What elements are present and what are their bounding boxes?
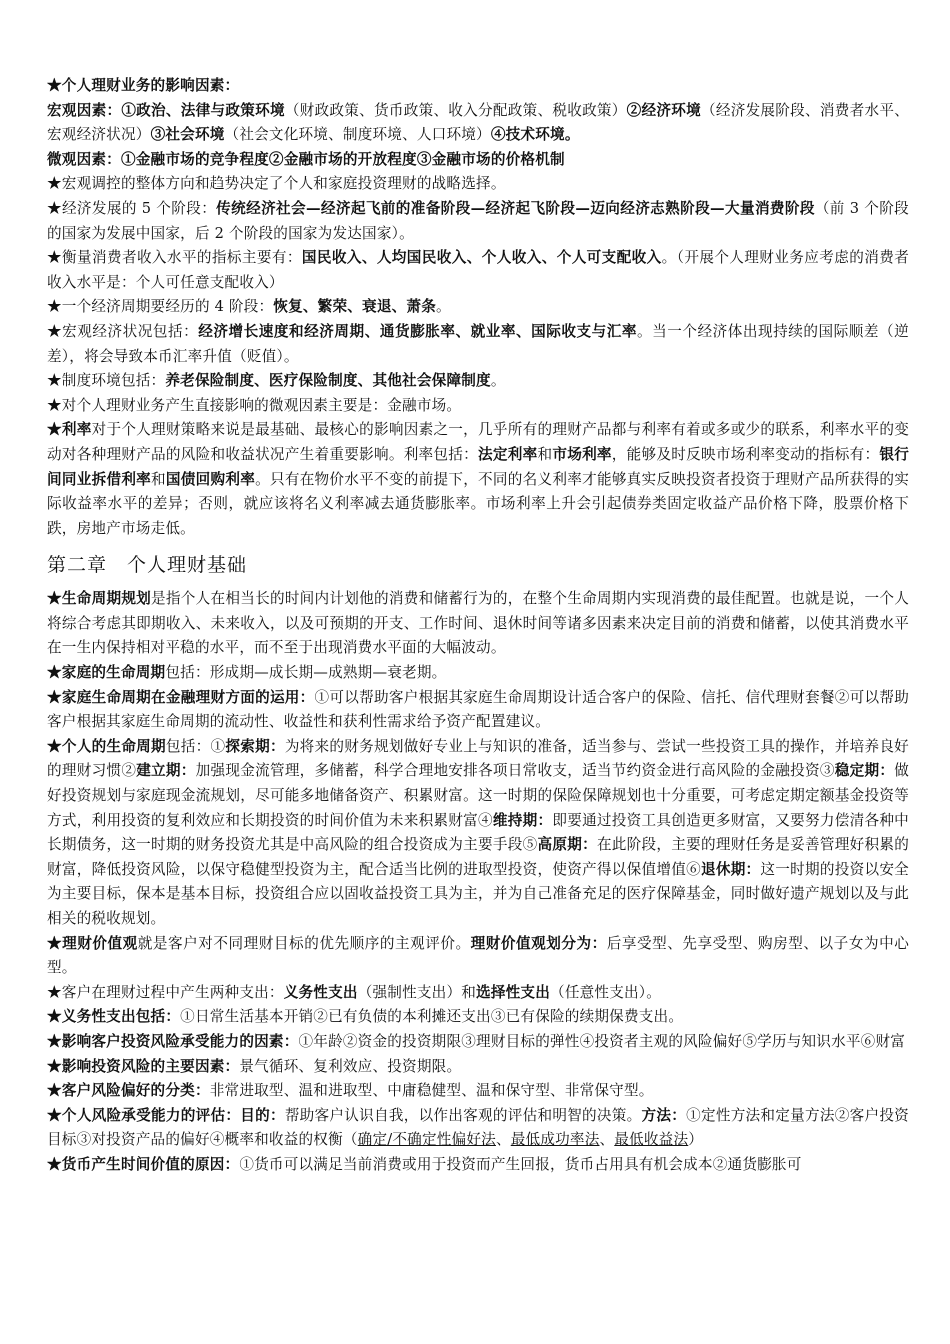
section-chapter-1 xyxy=(47,74,909,541)
chapter-2-heading: 第二章 个人理财基础 xyxy=(47,554,248,577)
bold-text-run: ②经济环境 xyxy=(626,101,701,119)
paragraph xyxy=(47,148,909,173)
text-run: 包括：形成期—成长期—成熟期—衰老期。 xyxy=(165,664,447,682)
text-run: ①年龄②资金的投资期限③理财目标的弹性④投资者主观的风险偏好⑤学历与知识水平⑥财富 xyxy=(298,1032,906,1050)
text-run: （社会文化环境、制度环境、人口环境） xyxy=(224,126,491,144)
paragraph xyxy=(47,1079,909,1104)
bold-text-run: 国民收入、人均国民收入、个人收入、个人可支配收入 xyxy=(301,249,662,267)
bold-text-run: ★个人风险承受能力的评估： xyxy=(47,1106,241,1124)
text-run: 、 xyxy=(495,1131,511,1149)
bold-text-run: 法定利率 xyxy=(478,445,538,463)
text-run: 。（开展个人理财业务应考虑的消费者收入水平是：个人可任意支配收入） xyxy=(47,249,910,291)
section-chapter-2 xyxy=(47,587,909,1177)
text-run: ★对个人理财业务产生直接影响的微观因素主要是：金融市场。 xyxy=(47,396,462,414)
bold-text-run: 经济增长速度和经济周期、通货膨胀率、就业率、国际收支与汇率 xyxy=(198,322,637,340)
paragraph xyxy=(47,1005,909,1030)
text-run: （任意性支出）。 xyxy=(550,983,662,1001)
text-run: 是指个人在相当长的时间内计划他的消费和储蓄行为的，在整个生命周期内实现消费的最佳配置。也就是说，一个人将综合考虑其即期收入、未来收入，以及可预期的开支、工作时间、退休时间等诸多因素来决定目前的消费和储蓄，以使其消费水平在一生内保持相对平稳的水平，而不至于出现消费水平面的大幅波动。 xyxy=(47,590,909,657)
bold-text-run: ③社会环境 xyxy=(150,126,225,144)
bold-text-run: 方法： xyxy=(641,1106,687,1124)
text-run: （经济发展阶段、消费者水平、宏观经济状况） xyxy=(47,101,909,144)
text-run: 对于个人理财策略来说是最基础、最核心的影响因素之一，几乎所有的理财产品都与利率有着或多或少的联系，利率水平的变动对各种理财产品的风险和收益状况产生着重要影响。利率包括： xyxy=(47,421,909,463)
text-run: 后享受型、先享受型、购房型、以子女为中心型。 xyxy=(47,934,909,977)
text-run: 就是客户对不同理财目标的优先顺序的主观评价。 xyxy=(137,934,471,952)
text-run: 和 xyxy=(537,445,553,463)
text-run: 。 xyxy=(436,298,451,316)
bold-text-run: ★客户风险偏好的分类： xyxy=(47,1082,210,1100)
text-run: ①日常生活基本开销②已有负债的本利摊还支出③已有保险的续期保费支出。 xyxy=(180,1008,684,1026)
paragraph xyxy=(47,661,909,686)
bold-text-run: 理财价值观划分为： xyxy=(470,934,607,952)
text-run: ，能够及时反映市场利率变动的指标有： xyxy=(611,445,880,463)
text-run: 、 xyxy=(599,1131,615,1149)
text-run: ①货币可以满足当前消费或用于投资而产生回报，货币占用具有机会成本②通货膨胀可 xyxy=(239,1155,802,1173)
paragraph xyxy=(47,295,909,320)
paragraph xyxy=(47,74,909,99)
text-run: 。只有在物价水平不变的前提下，不同的名义利率才能够真实反映投资者投资于理财产品所获得的实际收益率水平的差异；否则，就应该将名义利率减去通货膨胀率。市场利率上升会引起债券类固定收益产品价格下降，股票价格下跌，房地产市场走低。 xyxy=(47,470,910,537)
bold-text-run: ★影响投资风险的主要因素： xyxy=(47,1057,240,1075)
bold-text-run: ★家庭生命周期在金融理财方面的运用： xyxy=(47,688,315,706)
bold-text-run: ★家庭的生命周期 xyxy=(47,664,166,682)
text-run: （强制性支出）和 xyxy=(357,983,477,1001)
paragraph xyxy=(47,369,909,394)
text-run: ★一个经济周期要经历的 4 阶段： xyxy=(47,298,274,316)
document-page xyxy=(47,74,909,1178)
bold-text-run: 市场利率 xyxy=(552,445,612,463)
paragraph xyxy=(47,686,909,735)
text-run: 。 xyxy=(490,372,506,390)
text-run: ★经济发展的 5 个阶段： xyxy=(47,199,217,217)
bold-text-run: 国债回购利率 xyxy=(165,470,256,488)
bold-text-run: 目的： xyxy=(240,1106,285,1124)
underlined-text-run: 最低成功率法 xyxy=(510,1131,600,1149)
underlined-text-run: 确定/不确定性偏好法 xyxy=(357,1131,496,1149)
paragraph xyxy=(47,1104,909,1153)
text-run: ★衡量消费者收入水平的指标主要有： xyxy=(47,249,302,267)
bold-text-run: 选择性支出 xyxy=(476,983,551,1001)
paragraph xyxy=(47,418,909,541)
bold-text-run: 传统经济社会—经济起飞前的准备阶段—经济起飞阶段—迈向经济志熟阶段—大量消费阶段 xyxy=(216,199,815,217)
paragraph xyxy=(47,932,909,981)
text-run: 加强现金流管理，多储蓄，科学合理地安排各项日常收支，适当节约资金进行高风险的金融投资③ xyxy=(195,762,835,780)
text-run: 为将来的财务规划做好专业上与知识的准备，适当参与、尝试一些投资工具的操作，并培养良好的理财习惯② xyxy=(47,737,909,780)
paragraph xyxy=(47,172,909,197)
underlined-text-run: 最低收益法 xyxy=(614,1131,689,1149)
bold-text-run: 养老保险制度、医疗保险制度、其他社会保障制度 xyxy=(165,372,491,390)
bold-text-run: ★利率 xyxy=(47,421,92,439)
bold-text-run: 微观因素：①金融市场的竞争程度②金融市场的开放程度③金融市场的价格机制 xyxy=(47,150,565,168)
bold-text-run: 建立期： xyxy=(136,762,196,780)
text-run: ★制度环境包括： xyxy=(47,372,166,390)
text-run: 在此阶段，主要的理财任务是妥善管理好积累的财富，降低投资风险，以保守稳健型投资为主，配合适当比例的进取型投资，使资产得以保值增值⑥ xyxy=(47,836,909,878)
bold-text-run: 高原期： xyxy=(537,836,597,854)
bold-text-run: ④技术环境。 xyxy=(490,126,580,144)
bold-text-run: 义务性支出 xyxy=(283,983,358,1001)
text-run: （财政政策、货币政策、收入分配政策、税收政策） xyxy=(284,101,627,119)
text-run: 做好投资规划与家庭现金流规划，尽可能多地储备资产、积累财富。这一时期的保险保障规划也十分重要，可考虑定期定额基金投资等方式，利用投资的复利效应和长期投资的时间价值为未来积累财富④ xyxy=(47,762,909,829)
text-run: 帮助客户认识自我，以作出客观的评估和明智的决策。 xyxy=(284,1106,642,1124)
bold-text-run: ★义务性支出包括： xyxy=(47,1008,181,1026)
bold-text-run: 宏观因素：①政治、法律与政策环境 xyxy=(47,101,285,119)
text-run: 这一时期的投资以安全为主要目标，保本是基本目标，投资组合应以固收益投资工具为主，并为自己准备充足的医疗保障基金，同时做好遗产规划以及与此相关的税收规划。 xyxy=(47,860,909,927)
paragraph xyxy=(47,394,909,419)
paragraph xyxy=(47,1153,909,1178)
paragraph xyxy=(47,587,909,661)
text-run: ） xyxy=(688,1131,704,1149)
text-run: 非常进取型、温和进取型、中庸稳健型、温和保守型、非常保守型。 xyxy=(209,1082,654,1100)
bold-text-run: ★货币产生时间价值的原因： xyxy=(47,1155,240,1173)
text-run: 包括：① xyxy=(165,737,226,755)
paragraph xyxy=(47,735,909,932)
paragraph xyxy=(47,246,909,295)
paragraph xyxy=(47,1030,909,1055)
paragraph xyxy=(47,1055,909,1080)
text-run: 景气循环、复利效应、投资期限。 xyxy=(239,1057,462,1075)
bold-text-run: 恢复、繁荣、衰退、萧条 xyxy=(273,298,437,316)
paragraph xyxy=(47,99,909,148)
bold-text-run: 银行间同业拆借利率 xyxy=(47,445,909,488)
text-run: 和 xyxy=(151,470,166,488)
bold-text-run: ★理财价值观 xyxy=(47,934,138,952)
paragraph xyxy=(47,981,909,1006)
text-run: ★宏观调控的整体方向和趋势决定了个人和家庭投资理财的战略选择。 xyxy=(47,175,506,193)
bold-text-run: ★生命周期规划 xyxy=(47,590,152,608)
bold-text-run: ★个人的生命周期 xyxy=(47,737,166,755)
text-run: ★客户在理财过程中产生两种支出： xyxy=(47,983,284,1001)
bold-text-run: ★影响客户投资风险承受能力的因素： xyxy=(47,1032,299,1050)
text-run: ★宏观经济状况包括： xyxy=(47,322,199,340)
text-run: 即要通过投资工具创造更多财富，又要努力偿清各种中长期债务，这一时期的财务投资尤其是中高风险的组合投资成为主要手段⑤ xyxy=(47,811,909,854)
text-run: ①定性方法和定量方法②客户投资目标③对投资产品的偏好④概率和收益的权衡（ xyxy=(47,1106,909,1149)
bold-text-run: 维持期： xyxy=(492,811,553,829)
bold-text-run: ★个人理财业务的影响因素： xyxy=(47,77,240,94)
text-run: ①可以帮助客户根据其家庭生命周期设计适合客户的保险、信托、信代理财套餐②可以帮助客户根据其家庭生命周期的流动性、收益性和获利性需求给予资产配置建议。 xyxy=(47,688,909,731)
paragraph xyxy=(47,197,909,246)
bold-text-run: 稳定期： xyxy=(834,762,895,780)
bold-text-run: 探索期： xyxy=(225,737,285,755)
paragraph xyxy=(47,320,909,369)
text-run: 。当一个经济体出现持续的国际顺差（逆差），将会导致本币汇率升值（贬值）。 xyxy=(47,322,909,365)
text-run: （前 3 个阶段的国家为发展中国家，后 2 个阶段的国家为发达国家）。 xyxy=(47,199,909,242)
bold-text-run: 退休期： xyxy=(700,860,761,878)
